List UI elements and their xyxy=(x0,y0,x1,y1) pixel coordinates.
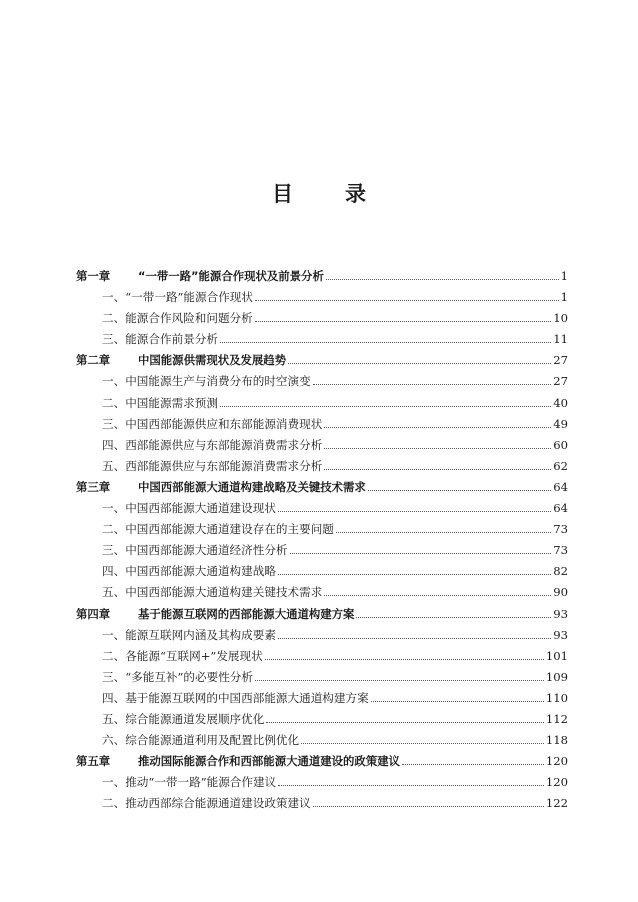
toc-entry-page: 40 xyxy=(553,395,568,410)
toc-entry-number: 一、 xyxy=(102,627,126,642)
toc-entry-label: 中国西部能源大通道建设现状 xyxy=(125,501,276,516)
toc-entry-number: 三、 xyxy=(102,669,126,684)
toc-dot-leader xyxy=(220,342,551,343)
toc-entry-label: 中国能源需求预测 xyxy=(125,395,218,410)
toc-section-entry[interactable] xyxy=(76,416,568,437)
toc-section-entry[interactable] xyxy=(76,373,568,394)
toc-section-entry[interactable] xyxy=(76,289,568,310)
toc-dot-leader xyxy=(278,785,544,786)
toc-entry-number: 一、 xyxy=(102,374,126,389)
toc-entry-page: 49 xyxy=(553,416,568,431)
title-char-1: 目 xyxy=(272,181,293,206)
toc-dot-leader xyxy=(220,406,551,407)
toc-entry-label: 综合能源通道利用及配置比例优化 xyxy=(125,733,300,748)
toc-entry-label: 西部能源供应与东部能源消费需求分析 xyxy=(125,437,323,452)
toc-chapter-entry[interactable] xyxy=(76,479,568,500)
toc-section-entry[interactable] xyxy=(76,437,568,458)
toc-entry-number: 四、 xyxy=(102,437,126,452)
toc-entry-page: 73 xyxy=(553,522,568,537)
toc-dot-leader xyxy=(326,279,559,280)
toc-entry-number: 四、 xyxy=(102,564,126,579)
toc-chapter-entry[interactable] xyxy=(76,606,568,627)
toc-entry-number: 五、 xyxy=(102,458,126,473)
toc-entry-label: 西部能源供应与东部能源消费需求分析 xyxy=(125,458,323,473)
toc-section-entry[interactable] xyxy=(76,690,568,711)
toc-dot-leader xyxy=(371,701,544,702)
toc-entry-page: 118 xyxy=(545,733,568,748)
toc-entry-number: 五、 xyxy=(102,711,126,726)
toc-dot-leader xyxy=(278,638,551,639)
toc-dot-leader xyxy=(266,722,544,723)
toc-entry-label: 中国西部能源大通道经济性分析 xyxy=(125,543,288,558)
toc-entry-label: 中国西部能源供应和东部能源消费现状 xyxy=(125,416,323,431)
toc-entry-page: 82 xyxy=(553,564,568,579)
toc-entry-label: 中国西部能源大通道构建关键技术需求 xyxy=(125,585,323,600)
table-of-contents xyxy=(76,268,568,816)
toc-dot-leader xyxy=(255,680,544,681)
toc-entry-label: “一带一路”能源合作现状 xyxy=(125,290,253,305)
toc-entry-label: 能源互联网内涵及其构成要素 xyxy=(125,627,276,642)
toc-section-entry[interactable] xyxy=(76,500,568,521)
toc-entry-label: 推动国际能源合作和西部能源大通道建设的政策建议 xyxy=(138,754,400,769)
toc-entry-page: 64 xyxy=(553,479,568,494)
toc-dot-leader xyxy=(313,384,552,385)
toc-dot-leader xyxy=(324,469,551,470)
toc-entry-label: 中国西部能源大通道构建战略 xyxy=(125,564,276,579)
toc-section-entry[interactable] xyxy=(76,669,568,690)
toc-entry-label: 中国西部能源大通道构建战略及关键技术需求 xyxy=(138,479,366,494)
toc-section-entry[interactable] xyxy=(76,732,568,753)
toc-entry-page: 90 xyxy=(553,585,568,600)
toc-chapter-entry[interactable] xyxy=(76,753,568,774)
toc-section-entry[interactable] xyxy=(76,711,568,732)
toc-section-entry[interactable] xyxy=(76,331,568,352)
toc-entry-label: 中国西部能源大通道建设存在的主要问题 xyxy=(125,522,334,537)
toc-dot-leader xyxy=(255,321,551,322)
toc-section-entry[interactable] xyxy=(76,395,568,416)
toc-entry-page: 27 xyxy=(553,374,568,389)
toc-entry-number: 一、 xyxy=(102,290,126,305)
toc-entry-number: 三、 xyxy=(102,332,126,347)
toc-entry-number: 五、 xyxy=(102,585,126,600)
toc-entry-number: 四、 xyxy=(102,690,126,705)
toc-dot-leader xyxy=(336,532,551,533)
toc-entry-page: 93 xyxy=(553,627,568,642)
toc-section-entry[interactable] xyxy=(76,627,568,648)
toc-entry-number: 第一章 xyxy=(76,269,111,283)
toc-entry-number: 二、 xyxy=(102,522,126,537)
toc-entry-page: 1 xyxy=(560,269,568,283)
toc-entry-number: 第三章 xyxy=(76,479,111,494)
toc-entry-label: 中国能源生产与消费分布的时空演变 xyxy=(125,374,311,389)
toc-entry-number: 二、 xyxy=(102,311,126,326)
toc-entry-number: 第五章 xyxy=(76,754,111,769)
toc-entry-page: 60 xyxy=(553,437,568,452)
toc-section-entry[interactable] xyxy=(76,795,568,816)
toc-entry-page: 112 xyxy=(545,711,568,726)
toc-entry-page: 73 xyxy=(553,543,568,558)
toc-section-entry[interactable] xyxy=(76,458,568,479)
toc-entry-number: 三、 xyxy=(102,543,126,558)
toc-entry-label: 推动西部综合能源通道建设政策建议 xyxy=(125,796,311,811)
toc-entry-page: 27 xyxy=(553,353,568,368)
toc-entry-number: 六、 xyxy=(102,733,126,748)
toc-entry-page: 110 xyxy=(545,690,568,705)
toc-dot-leader xyxy=(324,427,551,428)
toc-section-entry[interactable] xyxy=(76,584,568,605)
toc-entry-page: 10 xyxy=(553,311,568,326)
toc-entry-number: 一、 xyxy=(102,501,126,516)
toc-dot-leader xyxy=(313,806,544,807)
toc-entry-number: 第四章 xyxy=(76,606,111,621)
toc-entry-label: 中国能源供需现状及发展趋势 xyxy=(138,353,287,368)
toc-entry-number: 第二章 xyxy=(76,353,111,368)
toc-dot-leader xyxy=(265,659,544,660)
toc-entry-page: 101 xyxy=(545,648,568,663)
toc-section-entry[interactable] xyxy=(76,563,568,584)
toc-entry-number: 二、 xyxy=(102,648,126,663)
toc-dot-leader xyxy=(356,617,551,618)
toc-dot-leader xyxy=(278,574,551,575)
toc-entry-number: 二、 xyxy=(102,395,126,410)
toc-entry-page: 120 xyxy=(545,754,568,769)
toc-entry-label: “一带一路”能源合作现状及前景分析 xyxy=(138,269,324,283)
toc-dot-leader xyxy=(301,743,544,744)
toc-entry-page: 93 xyxy=(553,606,568,621)
toc-dot-leader xyxy=(278,511,551,512)
toc-dot-leader xyxy=(288,363,551,364)
toc-section-entry[interactable] xyxy=(76,521,568,542)
toc-dot-leader xyxy=(402,764,544,765)
toc-entry-label: 推动“一带一路”能源合作建议 xyxy=(125,775,277,790)
toc-section-entry[interactable] xyxy=(76,648,568,669)
toc-chapter-entry[interactable] xyxy=(76,268,568,289)
toc-entry-label: 综合能源通道发展顺序优化 xyxy=(125,711,265,726)
toc-entry-page: 120 xyxy=(545,775,568,790)
toc-entry-label: “多能互补”的必要性分析 xyxy=(125,669,253,684)
toc-entry-label: 基于能源互联网的中国西部能源大通道构建方案 xyxy=(125,690,369,705)
toc-entry-number: 二、 xyxy=(102,796,126,811)
toc-entry-page: 109 xyxy=(545,669,568,684)
toc-section-entry[interactable] xyxy=(76,542,568,563)
toc-chapter-entry[interactable] xyxy=(76,352,568,373)
title-char-2: 录 xyxy=(345,181,366,206)
toc-entry-page: 1 xyxy=(560,290,568,305)
toc-dot-leader xyxy=(255,300,559,301)
toc-section-entry[interactable] xyxy=(76,774,568,795)
page-title xyxy=(0,178,638,208)
toc-entry-page: 122 xyxy=(545,796,568,811)
toc-entry-label: 基于能源互联网的西部能源大通道构建方案 xyxy=(138,606,355,621)
toc-entry-label: 各能源“互联网+”发展现状 xyxy=(125,648,263,663)
toc-dot-leader xyxy=(368,490,551,491)
toc-entry-page: 62 xyxy=(553,458,568,473)
toc-entry-page: 64 xyxy=(553,501,568,516)
toc-dot-leader xyxy=(324,595,551,596)
toc-entry-number: 一、 xyxy=(102,775,126,790)
toc-entry-label: 能源合作前景分析 xyxy=(125,332,218,347)
toc-entry-number: 三、 xyxy=(102,416,126,431)
toc-dot-leader xyxy=(290,553,552,554)
toc-dot-leader xyxy=(324,448,551,449)
toc-entry-page: 11 xyxy=(553,332,568,347)
toc-section-entry[interactable] xyxy=(76,310,568,331)
toc-entry-label: 能源合作风险和问题分析 xyxy=(125,311,253,326)
